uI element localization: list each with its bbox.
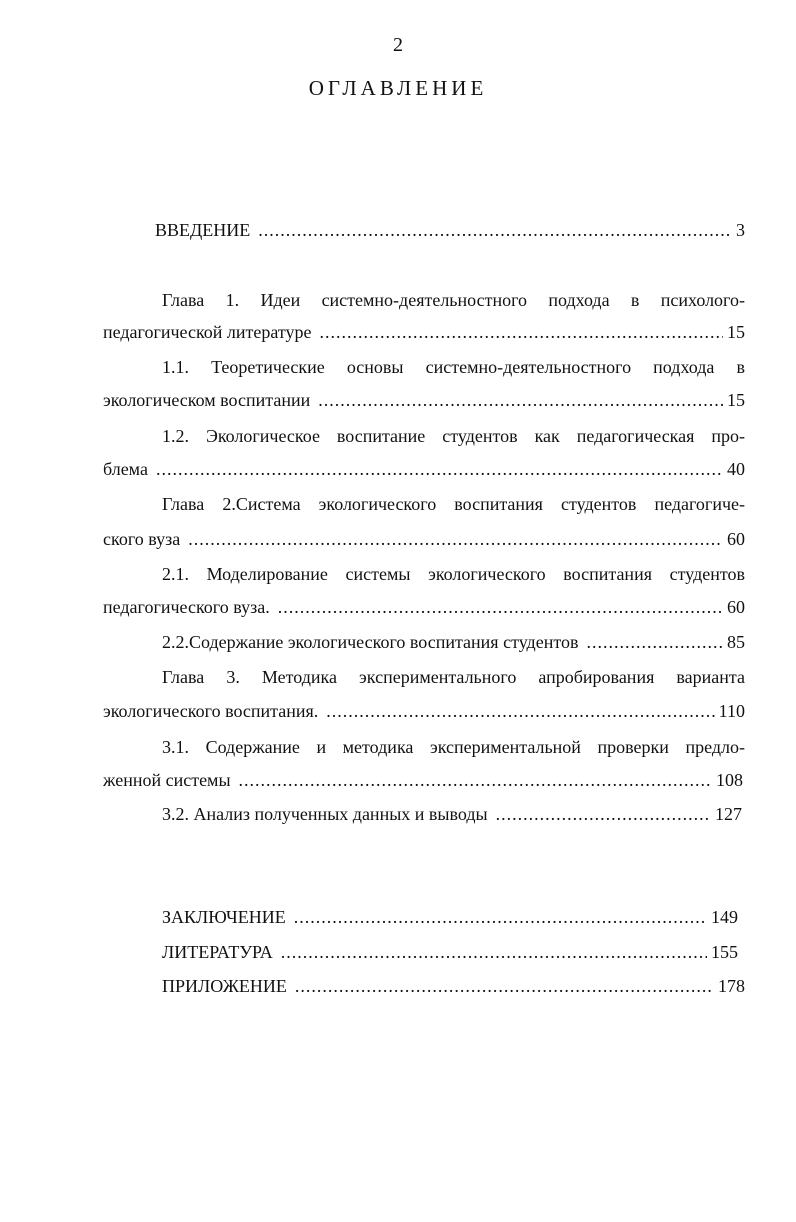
toc-leader-dots [281,938,707,966]
toc-entry-text: ВВЕДЕНИЕ [155,220,251,240]
toc-entry-text: 2.2.Содержание экологического воспитания студентов [162,632,579,652]
toc-entry-literature [162,938,738,966]
toc-entry-text: педагогической литературе [103,322,312,342]
toc-entry-chapter-1-line1: Глава 1. Идеи системно-деятельностного подхода в психолого- [162,290,745,310]
toc-entry-chapter-2-line2 [103,525,745,553]
toc-entry-text: 3.2. Анализ полученных данных и выводы [162,804,488,824]
toc-leader-dots [294,903,707,931]
toc-entry-text: ЗАКЛЮЧЕНИЕ [162,907,286,927]
toc-leader-dots [326,697,714,725]
toc-entry-section-1-1-line1: 1.1. Теоретические основы системно-деятельностного подхода в [162,357,745,377]
toc-entry-section-3-1-line1: 3.1. Содержание и методика экспериментальной проверки предло- [162,737,745,757]
toc-page-number: 85 [727,632,745,652]
toc-entry-appendix [162,972,745,1000]
toc-entry-section-1-2-line1: 1.2. Экологическое воспитание студентов как педагогическая про- [162,426,745,446]
page-number: 2 [393,34,403,56]
toc-entry-intro [155,216,745,244]
toc-entry-section-2-1-line2 [103,593,745,621]
toc-entry-section-1-2-line2 [103,455,745,483]
toc-entry-section-3-1-line2 [103,766,743,794]
toc-leader-dots [318,386,723,414]
toc-entry-text: ского вуза [103,529,181,549]
toc-leader-dots [320,318,723,346]
toc-entry-text: ЛИТЕРАТУРА [162,942,273,962]
toc-leader-dots [278,593,723,621]
toc-entry-text: блема [103,459,148,479]
toc-leader-dots [586,628,723,656]
toc-entry-section-1-1-line2 [103,386,745,414]
toc-leader-dots [496,800,711,828]
toc-leader-dots [156,455,723,483]
toc-page-number: 149 [711,907,738,927]
toc-entry-conclusion [162,903,738,931]
toc-entry-chapter-3-line2 [103,697,745,725]
toc-page-number: 178 [718,976,745,996]
toc-entry-chapter-3-line1: Глава 3. Методика экспериментального апробирования варианта [162,667,745,687]
toc-page-number: 15 [727,322,745,342]
toc-leader-dots [295,972,714,1000]
toc-entry-chapter-2-line1: Глава 2.Система экологического воспитания студентов педагогиче- [162,494,745,514]
toc-page-number: 3 [736,220,745,240]
toc-leader-dots [188,525,723,553]
toc-entry-text: ПРИЛОЖЕНИЕ [162,976,287,996]
toc-page-number: 60 [727,529,745,549]
toc-page-number: 155 [711,942,738,962]
toc-entry-section-2-1-line1: 2.1. Моделирование системы экологического воспитания студентов [162,564,745,584]
toc-entry-section-2-2 [162,628,745,656]
toc-leader-dots [239,766,712,794]
toc-entry-chapter-1-line2 [103,318,745,346]
toc-page-number: 15 [727,390,745,410]
toc-leader-dots [258,216,732,244]
toc-entry-text: педагогического вуза. [103,597,270,617]
toc-page-number: 108 [716,770,743,790]
toc-entry-text: женной системы [103,770,231,790]
toc-page-number: 40 [727,459,745,479]
toc-entry-section-3-2 [162,800,742,828]
page-title: ОГЛАВЛЕНИЕ [308,76,488,100]
toc-page-number: 110 [718,701,745,721]
toc-page-number: 60 [727,597,745,617]
toc-entry-text: экологическом воспитании [103,390,311,410]
toc-page-number: 127 [715,804,742,824]
toc-entry-text: экологического воспитания. [103,701,319,721]
